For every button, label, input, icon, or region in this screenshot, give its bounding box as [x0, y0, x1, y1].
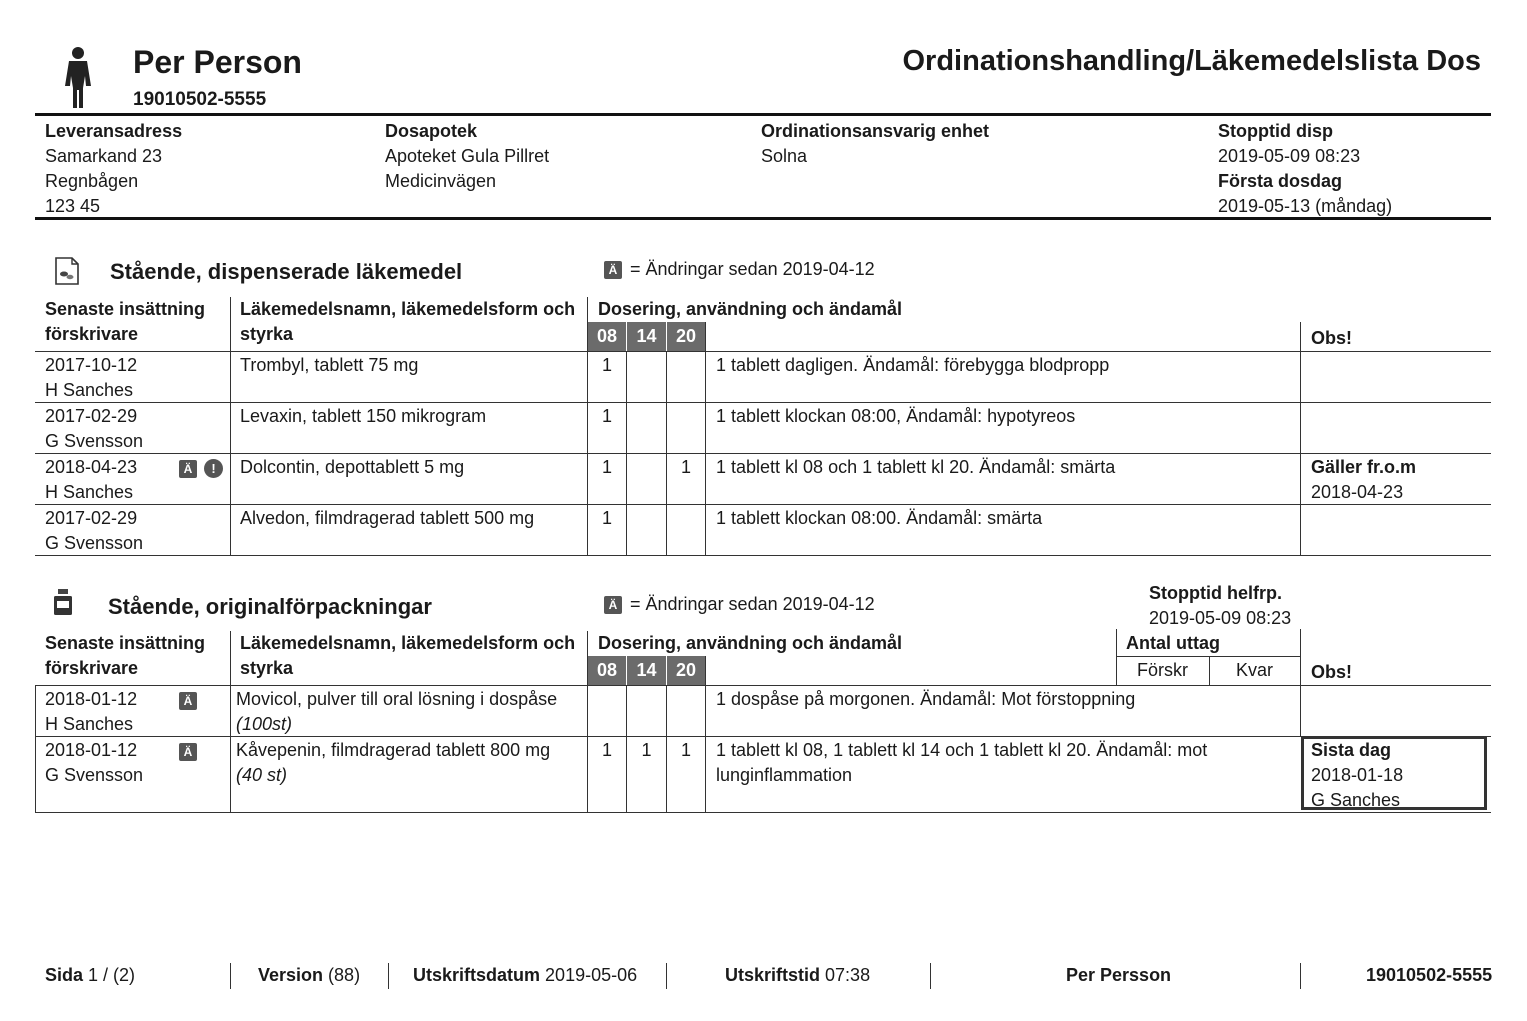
- insattning-date: 2017-02-29: [45, 508, 138, 528]
- dose-14: 1: [641, 740, 652, 760]
- table2-divider: [1116, 629, 1117, 685]
- medicine-bottle-icon: [52, 588, 74, 616]
- table1-row-line: [35, 351, 1491, 352]
- col-header-obs: Obs!: [1311, 328, 1353, 348]
- stopptid-helfrp-value: 2019-05-09 08:23: [1149, 608, 1292, 628]
- time-header-08: 08: [588, 656, 626, 685]
- stopptid-label: Stopptid disp: [1218, 121, 1333, 141]
- footer-page-value: 1 / (2): [88, 965, 136, 985]
- changes-legend: [604, 594, 875, 615]
- leveransadress-block: [45, 119, 182, 219]
- changes-legend: [604, 259, 875, 280]
- dosapotek-line: Apoteket Gula Pillret: [385, 146, 550, 166]
- dose-instruction-line: 1 tablett kl 08, 1 tablett kl 14 och 1 tablett kl 20. Ändamål: mot: [716, 740, 1208, 760]
- enhet-line: Solna: [761, 146, 808, 166]
- col-header-date: [45, 631, 205, 681]
- package-size: (100st): [236, 714, 293, 734]
- drug-name-text: Kåvepenin, filmdragerad tablett 800 mg: [236, 740, 551, 760]
- drug-name: Alvedon, filmdragerad tablett 500 mg: [240, 508, 535, 528]
- col-header-drug-line: Läkemedelsnamn, läkemedelsform och: [240, 633, 576, 653]
- leveransadress-line: 123 45: [45, 196, 101, 216]
- stopptid-helfrp-label: Stopptid helfrp.: [1149, 583, 1282, 603]
- col-header-date-line: Senaste insättning: [45, 299, 206, 319]
- changes-legend-text: = Ändringar sedan 2019-04-12: [630, 594, 875, 614]
- footer-print-date-value: 2019-05-06: [545, 965, 638, 985]
- table2-divider: [230, 631, 231, 812]
- col-header-date-line: förskrivare: [45, 658, 139, 678]
- drug-name-text: Movicol, pulver till oral lösning i dospåse: [236, 689, 558, 709]
- time-header-14: 14: [627, 656, 666, 685]
- time-header-20: 20: [667, 656, 705, 685]
- table1-divider: [230, 297, 231, 555]
- package-size: (40 st): [236, 765, 288, 785]
- forsta-dosdag-value: 2019-05-13 (måndag): [1218, 196, 1393, 216]
- patient-name: Per Person: [133, 44, 302, 80]
- footer-version: [258, 963, 360, 988]
- table-row: [45, 506, 143, 556]
- table1-row-line: [35, 402, 1491, 403]
- enhet-label: Ordinationsansvarig enhet: [761, 121, 990, 141]
- col-header-dosering: Dosering, användning och ändamål: [598, 299, 903, 319]
- time-header-14: 14: [627, 322, 666, 351]
- footer-print-time-value: 07:38: [825, 965, 871, 985]
- obs-label: Sista dag: [1311, 740, 1392, 760]
- section-title-original: Stående, originalförpackningar: [108, 594, 432, 619]
- leveransadress-line: Samarkand 23: [45, 146, 163, 166]
- dosapotek-block: [385, 119, 549, 194]
- drug-name: Levaxin, tablett 150 mikrogram: [240, 406, 487, 426]
- dispensed-pouch-icon: [54, 256, 80, 286]
- table1-divider: [705, 322, 706, 555]
- insattning-date: 2018-04-23: [45, 457, 138, 477]
- prescriber: H Sanches: [45, 482, 134, 502]
- table-row: [45, 353, 137, 403]
- table2-row-line: [35, 685, 1491, 686]
- table2-divider: [1300, 629, 1301, 737]
- prescriber: G Svensson: [45, 431, 144, 451]
- dosapotek-line: Medicinvägen: [385, 171, 497, 191]
- header-divider: [35, 113, 1491, 116]
- insattning-date: 2018-01-12: [45, 740, 138, 760]
- leveransadress-label: Leveransadress: [45, 121, 183, 141]
- dosapotek-label: Dosapotek: [385, 121, 478, 141]
- col-header-date: [45, 297, 205, 347]
- footer-divider: [388, 963, 389, 989]
- section-title-dispensed: Stående, dispenserade läkemedel: [110, 259, 463, 284]
- col-header-drug: [240, 631, 575, 681]
- footer-print-time-label: Utskriftstid: [725, 965, 821, 985]
- table1-row-line: [35, 453, 1491, 454]
- change-badge-icon: Ä: [604, 596, 622, 614]
- col-header-drug-line: Läkemedelsnamn, läkemedelsform och: [240, 299, 576, 319]
- drug-name: [236, 738, 550, 788]
- footer-print-date: [413, 963, 637, 988]
- dose-instruction: [716, 738, 1207, 788]
- stopptid-helfrp: [1149, 581, 1291, 631]
- col-header-drug-line: styrka: [240, 658, 294, 678]
- ordinationsansvarig-enhet-block: [761, 119, 989, 169]
- footer-version-value: (88): [328, 965, 361, 985]
- dose-08: 1: [601, 508, 612, 528]
- table2-divider: [705, 656, 706, 812]
- col-header-antal-uttag: Antal uttag: [1126, 633, 1220, 653]
- dose-08: 1: [601, 457, 612, 477]
- document-title: Ordinationshandling/Läkemedelslista Dos: [902, 45, 1481, 77]
- table-row: [45, 687, 137, 737]
- forsta-dosdag-label: Första dosdag: [1218, 171, 1343, 191]
- dose-instruction: 1 tablett klockan 08:00, Ändamål: hypotyreos: [716, 406, 1076, 426]
- dose-20: 1: [680, 740, 691, 760]
- table-row: [45, 455, 137, 505]
- table2-divider: [1116, 656, 1300, 657]
- table2-divider: [1209, 656, 1210, 685]
- col-header-obs: Obs!: [1311, 662, 1353, 682]
- col-header-drug-line: styrka: [240, 324, 294, 344]
- obs-note: [1311, 455, 1416, 505]
- table2-divider: [587, 631, 588, 812]
- dose-instruction: 1 tablett kl 08 och 1 tablett kl 20. Ändamål: smärta: [716, 457, 1116, 477]
- col-header-dosering: Dosering, användning och ändamål: [598, 633, 903, 653]
- stopptid-value: 2019-05-09 08:23: [1218, 146, 1361, 166]
- table-row: [45, 738, 143, 788]
- change-badge-icon: Ä: [179, 743, 197, 761]
- table1-row-line: [35, 555, 1491, 556]
- dose-instruction-line: lunginflammation: [716, 765, 853, 785]
- table2-row-line: [35, 812, 1491, 813]
- footer-divider: [1300, 963, 1301, 989]
- insattning-date: 2018-01-12: [45, 689, 138, 709]
- dose-08: 1: [601, 740, 612, 760]
- info-divider: [35, 217, 1491, 220]
- prescriber: H Sanches: [45, 380, 134, 400]
- table1-divider: [1300, 322, 1301, 555]
- footer-divider: [930, 963, 931, 989]
- obs-note: [1311, 738, 1403, 813]
- leveransadress-line: Regnbågen: [45, 171, 139, 191]
- table2-divider: [35, 685, 36, 812]
- col-header-kvar: Kvar: [1235, 660, 1273, 680]
- obs-label: Gäller fr.o.m: [1311, 457, 1417, 477]
- warning-icon: !: [204, 459, 223, 478]
- obs-value: G Sanches: [1311, 790, 1401, 810]
- patient-personnummer: 19010502-5555: [133, 89, 267, 110]
- change-badge-icon: Ä: [604, 261, 622, 279]
- dose-instruction: 1 tablett klockan 08:00. Ändamål: smärta: [716, 508, 1043, 528]
- drug-name: Dolcontin, depottablett 5 mg: [240, 457, 465, 477]
- changes-legend-text: = Ändringar sedan 2019-04-12: [630, 259, 875, 279]
- drug-name: Trombyl, tablett 75 mg: [240, 355, 419, 375]
- dose-instruction: 1 dospåse på morgonen. Ändamål: Mot förstoppning: [716, 689, 1136, 709]
- dose-20: 1: [680, 457, 691, 477]
- table1-row-line: [35, 504, 1491, 505]
- obs-value: 2018-01-18: [1311, 765, 1404, 785]
- table-row: [45, 404, 143, 454]
- footer-print-time: [725, 963, 870, 988]
- drug-name: [236, 687, 557, 737]
- dose-08: 1: [601, 355, 612, 375]
- time-header-20: 20: [667, 322, 705, 351]
- footer-print-date-label: Utskriftsdatum: [413, 965, 541, 985]
- change-badge-icon: Ä: [179, 460, 197, 478]
- insattning-date: 2017-02-29: [45, 406, 138, 426]
- col-header-drug: [240, 297, 575, 347]
- obs-value: 2018-04-23: [1311, 482, 1404, 502]
- time-header-08: 08: [588, 322, 626, 351]
- col-header-date-line: Senaste insättning: [45, 633, 206, 653]
- stopptid-block: [1218, 119, 1392, 219]
- person-icon: [60, 46, 96, 108]
- dose-08: 1: [601, 406, 612, 426]
- dose-instruction: 1 tablett dagligen. Ändamål: förebygga blodpropp: [716, 355, 1110, 375]
- insattning-date: 2017-10-12: [45, 355, 138, 375]
- col-header-date-line: förskrivare: [45, 324, 139, 344]
- prescriber: H Sanches: [45, 714, 134, 734]
- footer-divider: [230, 963, 231, 989]
- footer-page-label: Sida: [45, 965, 84, 985]
- footer-page: [45, 963, 135, 988]
- prescriber: G Svensson: [45, 765, 144, 785]
- change-badge-icon: Ä: [179, 692, 197, 710]
- footer-patient-name: Per Persson: [1066, 965, 1172, 985]
- footer-divider: [666, 963, 667, 989]
- footer-version-label: Version: [258, 965, 324, 985]
- footer-patient-pnr: 19010502-5555: [1366, 965, 1493, 985]
- prescriber: G Svensson: [45, 533, 144, 553]
- col-header-forskr: Förskr: [1137, 660, 1188, 680]
